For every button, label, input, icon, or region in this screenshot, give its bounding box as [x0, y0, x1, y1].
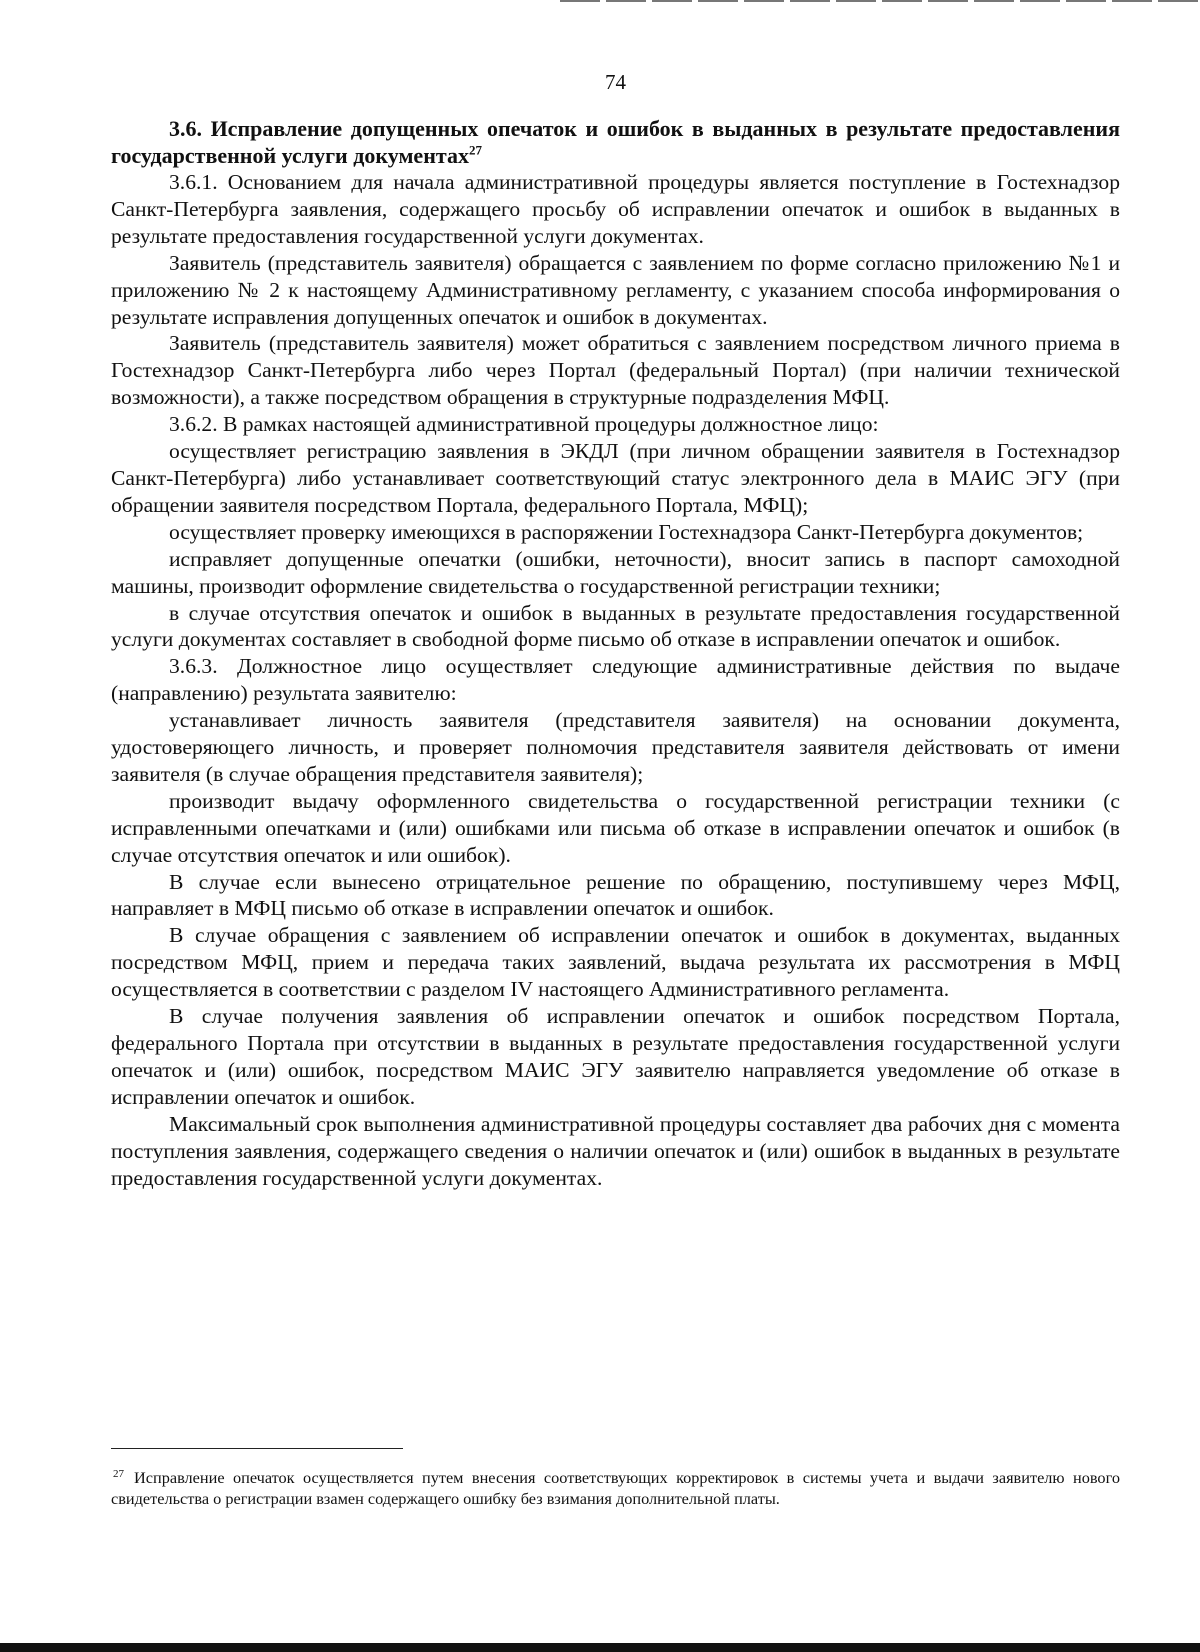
document-page	[111, 70, 1120, 1191]
top-scan-rule	[560, 0, 1200, 2]
footnote-text: Исправление опечаток осуществляется путем внесения соответствующих корректировок в системы учета и выдачи заявителю нового свидетельства о регистрации взамен содержащего ошибку без взимания дополнительной платы.	[111, 1468, 1120, 1508]
paragraph-identity-check: устанавливает личность заявителя (представителя заявителя) на основании документа, удостоверяющего личность, и проверяет полномочия представителя заявителя действовать от имени заявителя (в случае обращения представителя заявителя);	[111, 708, 1120, 786]
paragraph-3-6-2: 3.6.2. В рамках настоящей административной процедуры должностное лицо:	[169, 412, 879, 437]
paragraph-3-6-3: 3.6.3. Должностное лицо осуществляет следующие административные действия по выдаче (направлению) результата заявителю:	[111, 654, 1120, 706]
paragraph-mfc-refusal: В случае если вынесено отрицательное решение по обращению, поступившему через МФЦ, направляет в МФЦ письмо об отказе в исправлении опечаток и ошибок.	[111, 869, 1120, 921]
bottom-scan-band	[0, 1643, 1200, 1652]
paragraph-refusal-letter: в случае отсутствия опечаток и ошибок в выданных в результате предоставления государственной услуги документах составляет в свободной форме письмо об отказе в исправлении опечаток и ошибок.	[111, 600, 1120, 652]
footnote-27	[111, 1467, 1120, 1509]
footnote-divider	[111, 1448, 403, 1449]
paragraph-corrections: исправляет допущенные опечатки (ошибки, неточности), вносит запись в паспорт самоходной машины, производит оформление свидетельства о государственной регистрации техники;	[111, 546, 1120, 598]
paragraph-applicant-form: Заявитель (представитель заявителя) обращается с заявлением по форме согласно приложению №1 и приложению № 2 к настоящему Административному регламенту, с указанием способа информирования о результате исправления допущенных опечаток и ошибок в документах.	[111, 250, 1120, 329]
footnote-number: 27	[113, 1467, 124, 1480]
page-number: 74	[605, 70, 626, 94]
paragraph-document-check: осуществляет проверку имеющихся в распоряжении Гостехнадзора Санкт-Петербурга документов;	[169, 519, 1084, 544]
heading-footnote-ref: 27	[468, 142, 482, 158]
section-heading	[111, 115, 1120, 169]
footnote-area	[111, 1448, 1120, 1509]
paragraph-applicant-channels: Заявитель (представитель заявителя) может обратиться с заявлением посредством личного приема в Гостехнадзор Санкт-Петербурга либо через Портал (федеральный Портал) (при наличии технической возможности), а также посредством обращения в структурные подразделения МФЦ.	[111, 331, 1120, 410]
paragraph-registration: осуществляет регистрацию заявления в ЭКДЛ (при личном обращении заявителя в Гостехнадзор Санкт-Петербурга) либо устанавливает соответствующий статус электронного дела в МАИС ЭГУ (при обращении заявителя посредством Портала, федерального Портала, МФЦ);	[111, 439, 1120, 517]
paragraph-issuance: производит выдачу оформленного свидетельства о государственной регистрации техники (с исправленными опечатками и (или) ошибками или письма об отказе в исправлении опечаток и ошибок (в случае отсутствия опечаток и или ошибок).	[111, 788, 1120, 867]
paragraph-mfc-procedure: В случае обращения с заявлением об исправлении опечаток и ошибок в документах, выданных посредством МФЦ, прием и передача таких заявлений, выдача результата их рассмотрения в МФЦ осуществляется в соответствии с разделом IV настоящего Административного регламента.	[111, 923, 1120, 1002]
section-heading-text: 3.6. Исправление допущенных опечаток и ошибок в выданных в результате предоставления государственной услуги документах	[111, 116, 1120, 168]
paragraph-portal-notice: В случае получения заявления об исправлении опечаток и ошибок посредством Портала, федерального Портала при отсутствии в выданных в результате предоставления государственной услуги опечаток и (или) ошибок, посредством МАИС ЭГУ заявителю направляется уведомление об отказе в исправлении опечаток и ошибок.	[111, 1004, 1120, 1109]
paragraph-3-6-1: 3.6.1. Основанием для начала административной процедуры является поступление в Гостехнадзор Санкт-Петербурга заявления, содержащего просьбу об исправлении опечаток и ошибок в выданных в результате предоставления государственной услуги документах.	[111, 170, 1120, 248]
paragraph-max-term: Максимальный срок выполнения административной процедуры составляет два рабочих дня с момента поступления заявления, содержащего сведения о наличии опечаток и (или) ошибок в выданных в результате предоставления государственной услуги документах.	[111, 1111, 1120, 1190]
